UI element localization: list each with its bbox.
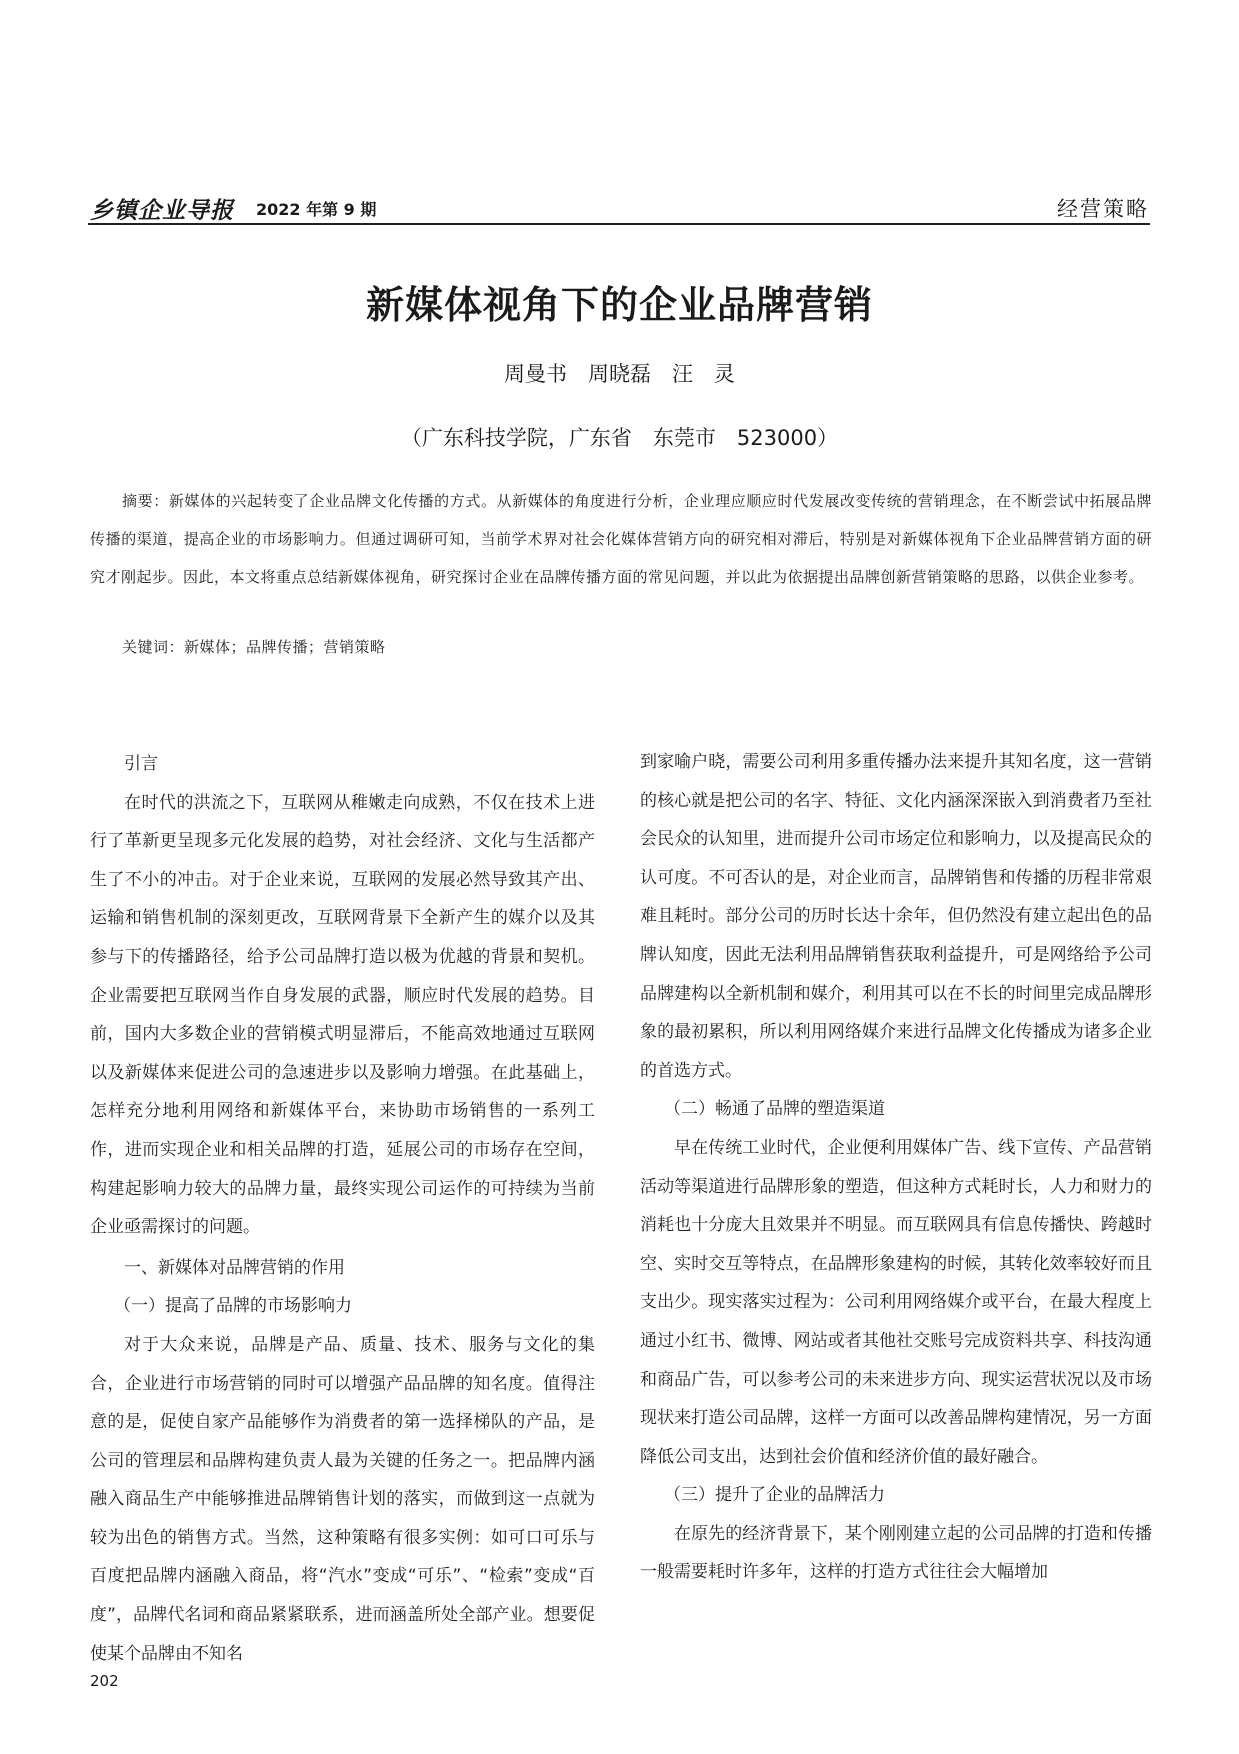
body-column-left <box>90 745 595 1673</box>
page-number: 202 <box>90 1672 119 1690</box>
header-rule <box>88 223 1150 225</box>
paragraph: 在原先的经济背景下，某个刚刚建立起的公司品牌的打造和传播一般需要耗时许多年，这样的打造方式往往会大幅增加 <box>640 1523 1152 1583</box>
paper-title: 新媒体视角下的企业品牌营销 <box>365 283 873 327</box>
keywords: 关键词：新媒体；品牌传播；营销策略 <box>122 638 386 656</box>
abstract <box>90 482 1152 596</box>
abstract-text: 摘要：新媒体的兴起转变了企业品牌文化传播的方式。从新媒体的角度进行分析，企业理应顺应时代发展改变传统的营销理念，在不断尝试中拓展品牌传播的渠道，提高企业的市场影响力。但通过调研可知，当前学术界对社会化媒体营销方向的研究相对滞后，特别是对新媒体视角下企业品牌营销方面的研究才刚起步。因此，本文将重点总结新媒体视角，研究探讨企业在品牌传播方面的常见问题，并以此为依据提出品牌创新营销策略的思路，以供企业参考。 <box>90 492 1152 586</box>
issue-label: 2022 年第 9 期 <box>256 200 377 219</box>
section-label: 经营策略 <box>1057 197 1149 221</box>
authors: 周曼书 周晓磊 汪 灵 <box>504 362 735 386</box>
subsection-heading-1-1: （一）提高了品牌的市场影响力 <box>114 1296 352 1317</box>
journal-name: 乡镇企业导报 <box>90 198 234 224</box>
subsection-heading-1-2: （二）畅通了品牌的塑造渠道 <box>664 1099 885 1120</box>
paragraph: 早在传统工业时代，企业便利用媒体广告、线下宣传、产品营销活动等渠道进行品牌形象的塑造，但这种方式耗时长，人力和财力的消耗也十分庞大且效果并不明显。而互联网具有信息传播快、跨越时空、实时交互等特点，在品牌形象建构的时候，其转化效率较好而且支出少。现实落实过程为：公司利用网络媒介或平台，在最大程度上通过小红书、微博、网站或者其他社交账号完成资料共享、科技沟通和商品广告，可以参考公司的未来进步方向、现实运营状况以及市场现状来打造公司品牌，这样一方面可以改善品牌构建情况，另一方面降低公司支出，达到社会价值和经济价值的最好融合。 <box>640 1137 1152 1467</box>
affiliation: （广东科技学院，广东省 东莞市 523000） <box>400 426 839 450</box>
subsection-heading-1-3: （三）提升了企业的品牌活力 <box>664 1485 885 1506</box>
paragraph-continued: 到家喻户晓，需要公司利用多重传播办法来提升其知名度，这一营销的核心就是把公司的名字、特征、文化内涵深深嵌入到消费者乃至社会民众的认知里，进而提升公司市场定位和影响力，以及提高民众的认可度。不可否认的是，对企业而言，品牌销售和传播的历程非常艰难且耗时。部分公司的历时长达十余年，但仍然没有建立起出色的品牌认知度，因此无法利用品牌销售获取利益提升，可是网络给予公司品牌建构以全新机制和媒介，利用其可以在不长的时间里完成品牌形象的最初累积，所以利用网络媒介来进行品牌文化传播成为诸多企业的首选方式。 <box>640 752 1152 1081</box>
section-heading-1: 一、新媒体对品牌营销的作用 <box>124 1257 345 1278</box>
body-column-right <box>640 743 1152 1592</box>
paragraph: 在时代的洪流之下，互联网从稚嫩走向成熟，不仅在技术上进行了革新更呈现多元化发展的趋势，对社会经济、文化与生活都产生了不小的冲击。对于企业来说，互联网的发展必然导致其产出、运输和销售机制的深刻更改，互联网背景下全新产生的媒介以及其参与下的传播路径，给予公司品牌打造以极为优越的背景和契机。企业需要把互联网当作自身发展的武器，顺应时代发展的趋势。目前，国内大多数企业的营销模式明显滞后，不能高效地通过互联网以及新媒体来促进公司的急速进步以及影响力增强。在此基础上，怎样充分地利用网络和新媒体平台，来协助市场销售的一系列工作，进而实现企业和相关品牌的打造，延展公司的市场存在空间，构建起影响力较大的品牌力量，最终实现公司运作的可持续为当前企业亟需探讨的问题。 <box>90 792 595 1238</box>
paragraph: 对于大众来说，品牌是产品、质量、技术、服务与文化的集合，企业进行市场营销的同时可以增强产品品牌的知名度。值得注意的是，促使自家产品能够作为消费者的第一选择梯队的产品，是公司的管理层和品牌构建负责人最为关键的任务之一。把品牌内涵融入商品生产中能够推进品牌销售计划的落实，而做到这一点就为较为出色的销售方式。当然，这种策略有很多实例：如可口可乐与百度把品牌内涵融入商品，将“汽水”变成“可乐”、“检索”变成“百度”，品牌代名词和商品紧紧联系，进而涵盖所处全部产业。想要促使某个品牌由不知名 <box>90 1334 595 1664</box>
section-heading-intro: 引言 <box>124 754 158 774</box>
